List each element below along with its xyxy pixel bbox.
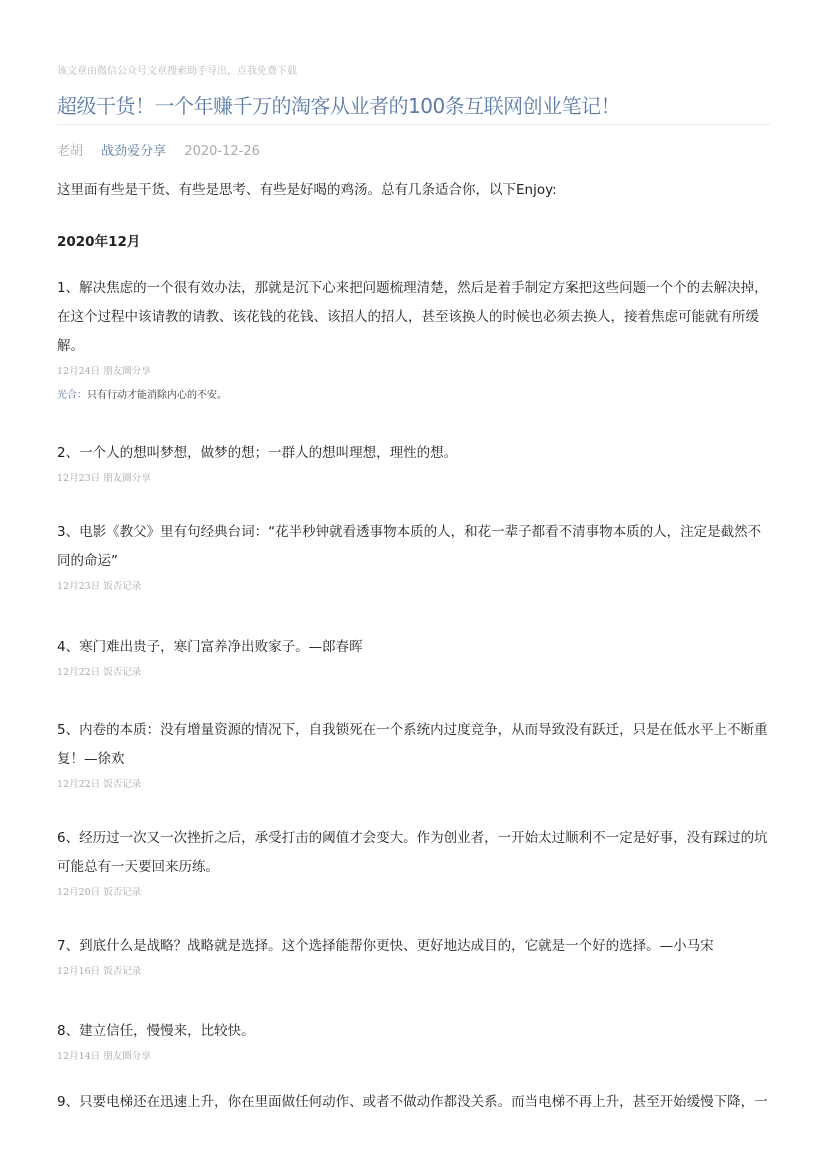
publish-date: 2020-12-26 [184,144,260,159]
list-item [57,439,770,484]
list-item [57,932,770,977]
note-text: 5、内卷的本质：没有增量资源的情况下，自我锁死在一个系统内过度竞争，从而导致没有跃迁，只是在低水平上不断重复！—徐欢 [57,722,768,767]
comment-author: 光合： [57,390,87,401]
note-comment [57,386,770,401]
list-item [57,716,770,790]
account-link[interactable]: 战劲爱分享 [101,144,167,159]
list-item [57,1017,770,1062]
note-source: 12月23日 朋友圈分享 [57,473,151,484]
note-source: 12月22日 饭否记录 [57,779,142,790]
title-divider [57,124,770,125]
note-text: 3、电影《教父》里有句经典台词：“花半秒钟就看透事物本质的人，和花一辈子都看不清事物本质的人，注定是截然不同的命运” [57,524,762,569]
note-source: 12月14日 朋友圈分享 [57,1051,151,1062]
export-note-link[interactable]: 该文章由微信公众号文章搜索助手导出，点我免费下载 [57,66,297,77]
list-item [57,633,770,678]
note-source: 12月16日 饭否记录 [57,966,142,977]
list-item [57,1088,770,1117]
note-text: 9、只要电梯还在迅速上升，你在里面做任何动作、或者不做动作都没关系。而当电梯不再上升，甚至开始缓慢下降，一 [57,1094,768,1110]
intro-paragraph: 这里面有些是干货、有些是思考、有些是好喝的鸡汤。总有几条适合你，以下Enjoy: [57,182,557,198]
note-text: 6、经历过一次又一次挫折之后，承受打击的阈值才会变大。作为创业者，一开始太过顺利不一定是好事，没有踩过的坑可能总有一天要回来历练。 [57,830,768,875]
note-text: 8、建立信任，慢慢来，比较快。 [57,1023,255,1039]
note-source: 12月20日 饭否记录 [57,887,142,898]
article-title: 超级干货！一个年赚千万的淘客从业者的100条互联网创业笔记！ [57,94,621,118]
list-item [57,518,770,592]
note-text: 2、一个人的想叫梦想，做梦的想；一群人的想叫理想，理性的想。 [57,445,458,461]
note-text: 1、解决焦虑的一个很有效办法，那就是沉下心来把问题梳理清楚，然后是着手制定方案把这些问题一个个的去解决掉，在这个过程中该请教的请教、该花钱的花钱、该招人的招人，甚至该换人的时候也必须去换人，接着焦虑可能就有所缓解。 [57,280,768,354]
article-meta [57,140,260,159]
author-name: 老胡 [57,144,84,159]
note-source: 12月23日 饭否记录 [57,581,142,592]
list-item [57,824,770,898]
note-text: 4、寒门难出贵子，寒门富养净出败家子。—郎春晖 [57,639,363,655]
note-source: 12月22日 饭否记录 [57,667,142,678]
note-source: 12月24日 朋友圈分享 [57,366,151,377]
month-heading: 2020年12月 [57,234,141,250]
note-text: 7、到底什么是战略？战略就是选择。这个选择能帮你更快、更好地达成目的，它就是一个好的选择。—小马宋 [57,938,714,954]
comment-text: 只有行动才能消除内心的不安。 [87,390,227,401]
list-item [57,274,770,401]
